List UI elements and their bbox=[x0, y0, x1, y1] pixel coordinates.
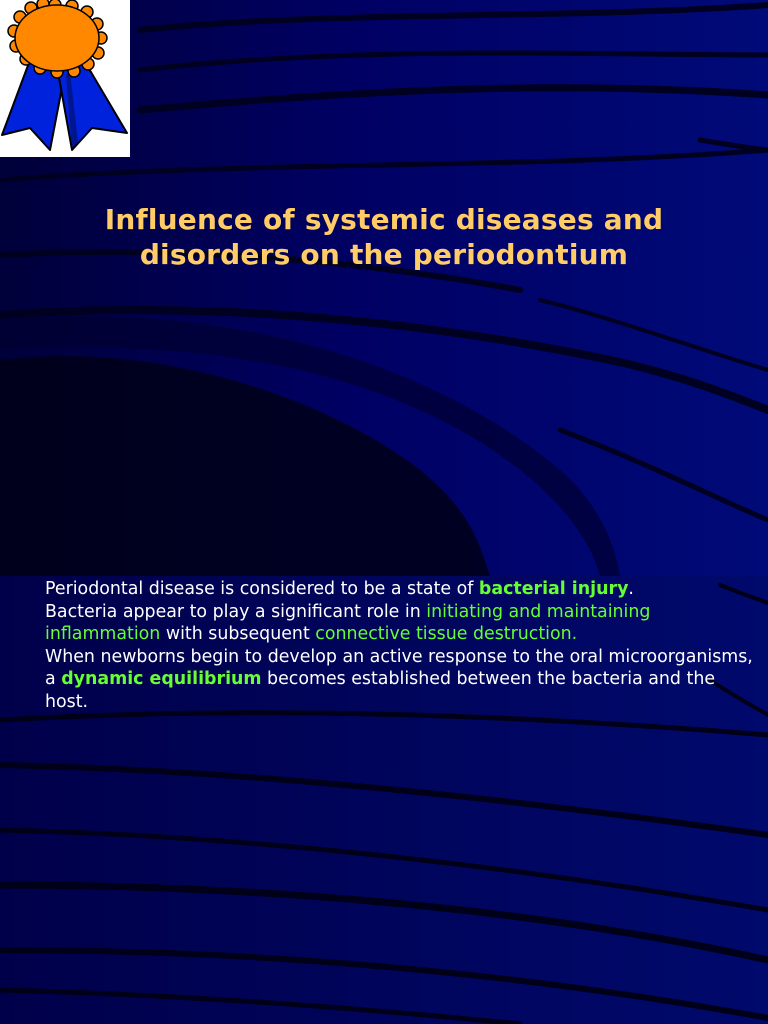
highlight-inflammation: initiating and maintaining inflammation bbox=[45, 601, 651, 644]
highlight-tissue-destruction: connective tissue destruction. bbox=[315, 624, 578, 644]
body-paragraph bbox=[45, 578, 755, 713]
text-segment: Bacteria appear to play a significant role in bbox=[45, 601, 427, 622]
highlight-dynamic-equilibrium: dynamic equilibrium bbox=[61, 669, 262, 689]
award-badge bbox=[0, 0, 130, 157]
text-segment: Periodontal disease is considered to be a state of bbox=[45, 579, 479, 599]
text-segment: becomes established between the bacteria and the host. bbox=[45, 669, 716, 712]
text-segment: . bbox=[628, 579, 634, 599]
text-segment: with subsequent bbox=[160, 624, 316, 644]
slide-title: Influence of systemic diseases and disorders on the periodontium bbox=[104, 203, 664, 271]
highlight-bacterial-injury: bacterial injury bbox=[478, 579, 629, 599]
award-ribbon-icon bbox=[0, 0, 130, 157]
text-segment: When newborns begin to develop an active response to the oral microorganisms, a bbox=[45, 646, 753, 689]
